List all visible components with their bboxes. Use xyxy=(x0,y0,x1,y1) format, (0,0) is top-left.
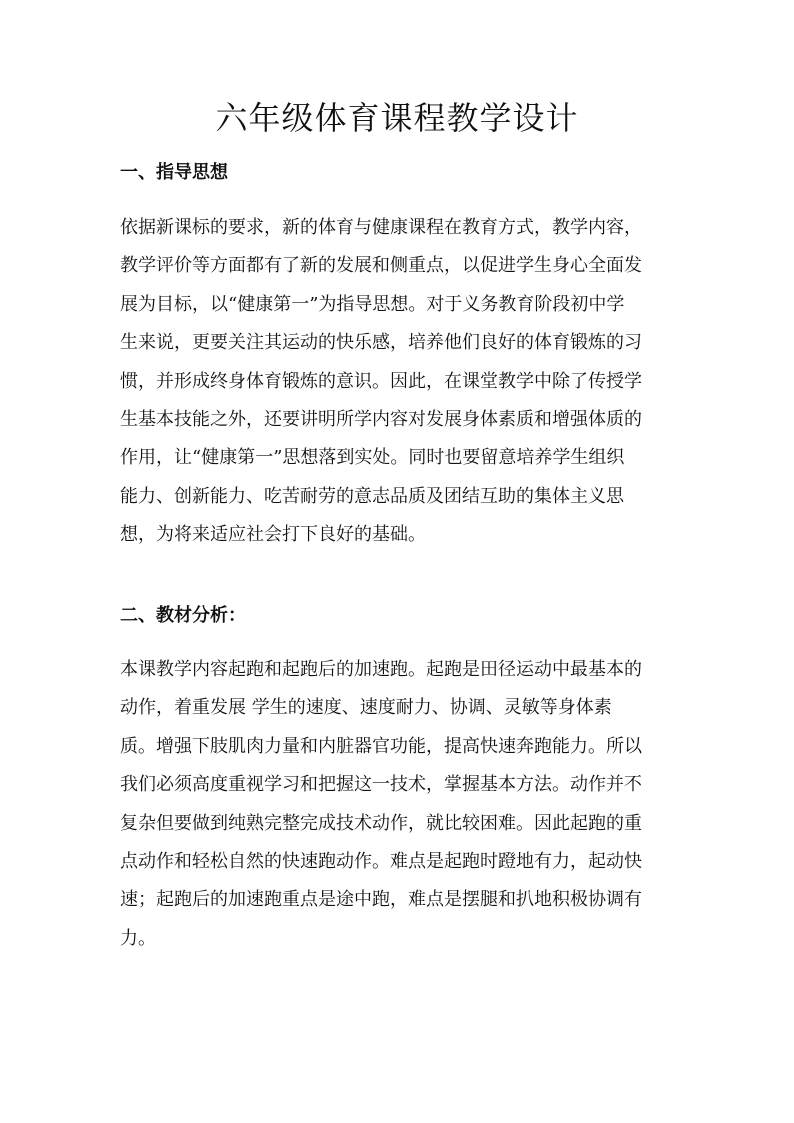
body-line: 复杂但要做到纯熟完整完成技术动作，就比较困难。因此起跑的重 xyxy=(120,812,642,834)
body-line: 作用，让“健康第一”思想落到实处。同时也要留意培养学生组织 xyxy=(120,447,625,469)
section-body-material-analysis xyxy=(120,651,680,958)
body-line: 质。增强下肢肌肉力量和内脏器官功能，提高快速奔跑能力。所以 xyxy=(120,735,642,757)
body-line: 生基本技能之外，还要讲明所学内容对发展身体素质和增强体质的 xyxy=(120,408,642,430)
body-line: 点动作和轻松自然的快速跑动作。难点是起跑时蹬地有力，起动快 xyxy=(120,850,642,872)
body-line: 力。 xyxy=(120,927,156,949)
body-line: 本课教学内容起跑和起跑后的加速跑。起跑是田径运动中最基本的 xyxy=(120,659,642,680)
body-line: 惯，并形成终身体育锻炼的意识。因此，在课堂教学中除了传授学 xyxy=(120,370,642,392)
section-body-guiding-ideology xyxy=(120,209,680,555)
section-heading-material-analysis: 二、教材分析： xyxy=(120,605,246,626)
body-line: 依据新课标的要求，新的体育与健康课程在教育方式，教学内容， xyxy=(120,217,642,238)
body-line: 速；起跑后的加速跑重点是途中跑，难点是摆腿和扒地积极协调有 xyxy=(120,889,642,911)
body-line: 我们必须高度重视学习和把握这一技术，掌握基本方法。动作并不 xyxy=(120,774,642,796)
body-line: 教学评价等方面都有了新的发展和侧重点，以促进学生身心全面发 xyxy=(120,255,642,277)
body-line: 展为目标，以“健康第一”为指导思想。对于义务教育阶段初中学 xyxy=(120,293,625,315)
body-line: 想，为将来适应社会打下良好的基础。 xyxy=(120,524,426,546)
document-title: 六年级体育课程教学设计 xyxy=(215,99,579,137)
body-line: 动作，着重发展 学生的速度、速度耐力、协调、灵敏等身体素 xyxy=(120,697,612,719)
body-line: 能力、创新能力、吃苦耐劳的意志品质及团结互助的集体主义思 xyxy=(120,485,624,507)
section-heading-guiding-ideology: 一、指导思想 xyxy=(120,162,228,183)
body-line: 生来说，更要关注其运动的快乐感，培养他们良好的体育锻炼的习 xyxy=(120,332,642,354)
